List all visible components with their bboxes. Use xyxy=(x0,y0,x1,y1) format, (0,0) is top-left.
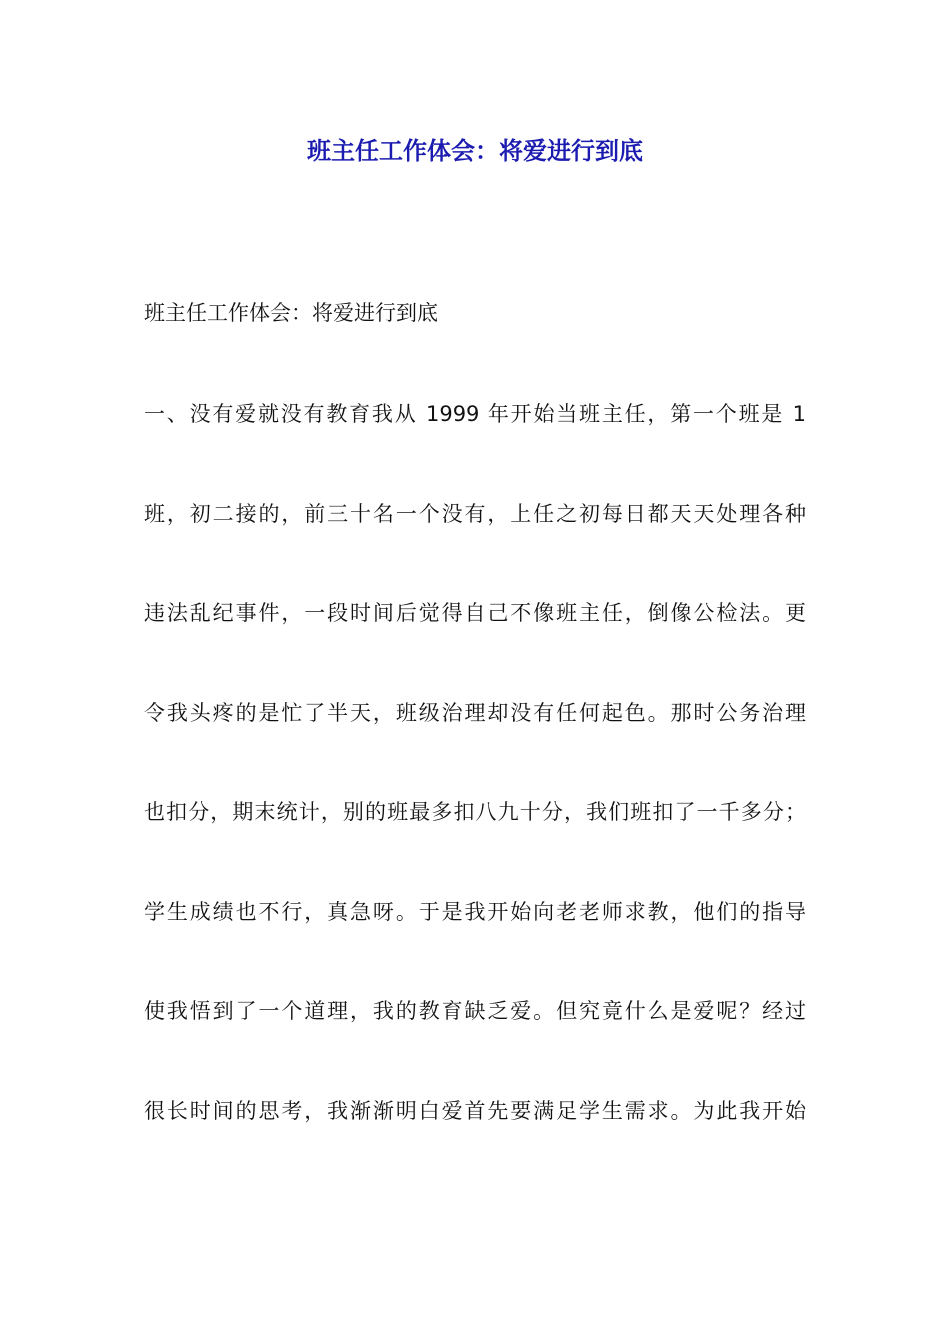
document-title: 班主任工作体会：将爱进行到底 xyxy=(307,137,643,165)
paragraph-line: 违法乱纪事件，一段时间后觉得自己不像班主任，倒像公检法。更 xyxy=(144,601,806,625)
paragraph-line: 一、没有爱就没有教育我从 1999 年开始当班主任，第一个班是 1 xyxy=(144,402,806,426)
paragraph-line: 也扣分，期末统计，别的班最多扣八九十分，我们班扣了一千多分； xyxy=(144,800,806,824)
paragraph-line: 令我头疼的是忙了半天，班级治理却没有任何起色。那时公务治理 xyxy=(144,701,806,725)
paragraph-line: 班，初二接的，前三十名一个没有，上任之初每日都天天处理各种 xyxy=(144,502,806,526)
paragraph-line: 使我悟到了一个道理，我的教育缺乏爱。但究竟什么是爱呢？经过 xyxy=(144,999,806,1023)
document-subtitle: 班主任工作体会：将爱进行到底 xyxy=(144,301,438,325)
paragraph-line: 学生成绩也不行，真急呀。于是我开始向老老师求教，他们的指导 xyxy=(144,900,806,924)
paragraph-line: 很长时间的思考，我渐渐明白爱首先要满足学生需求。为此我开始 xyxy=(144,1099,806,1123)
